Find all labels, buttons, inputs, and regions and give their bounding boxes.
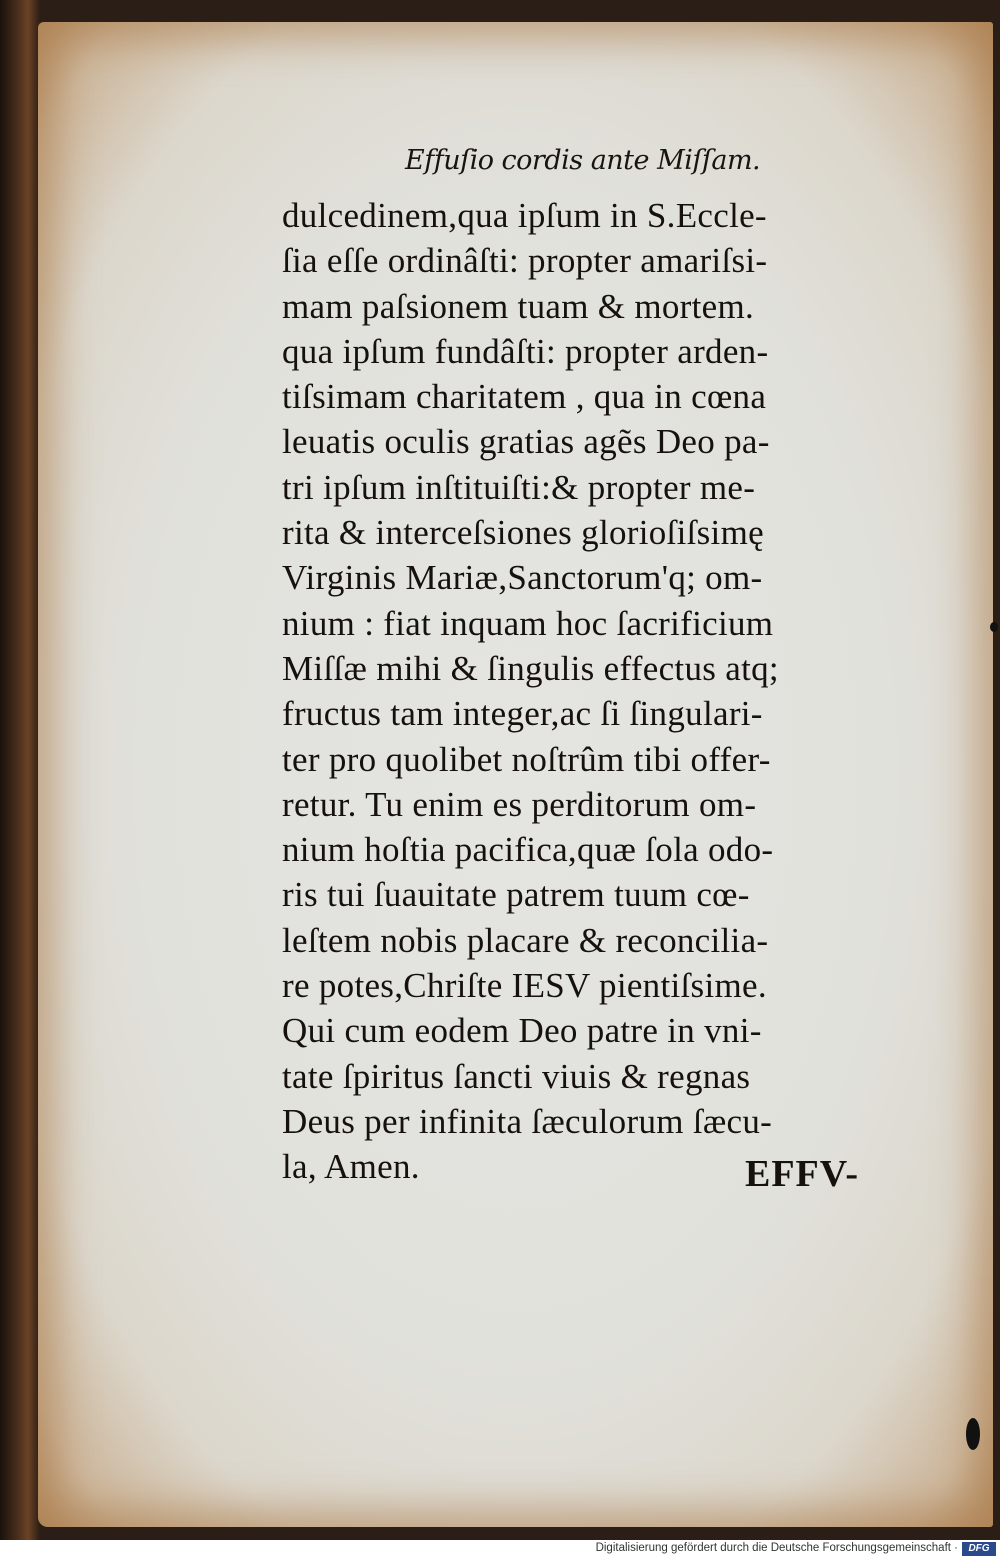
text-line: ſia eſſe ordinâſti: propter amariſsi- [282, 241, 768, 281]
text-line: nium hoſtia pacifica,quæ ſola odo- [282, 830, 774, 870]
margin-blot [990, 622, 998, 632]
text-line: rita & interceſsiones glorioſiſsimę [282, 513, 764, 553]
text-line: fructus tam integer,ac ſi ſingulari- [282, 694, 763, 734]
text-line: tiſsimam charitatem , qua in cœna [282, 377, 767, 417]
text-line: qua ipſum fundâſti: propter arden- [282, 331, 769, 371]
digitization-footer [0, 1540, 1000, 1559]
catchword: EFFV- [745, 1153, 860, 1195]
text-line: ris tui ſuauitate patrem tuum cœ- [282, 875, 750, 915]
text-line: Miſſæ mihi & ſingulis effectus atq; [282, 648, 779, 688]
running-head: Effuſio cordis ante Miſſam. [405, 145, 761, 176]
text-line: tate ſpiritus ſancti viuis & regnas [282, 1056, 751, 1096]
text-line: la, Amen. [282, 1147, 420, 1187]
text-line: leſtem nobis placare & reconcilia- [282, 920, 769, 960]
text-line: Deus per infinita ſæculorum ſæcu- [282, 1101, 773, 1141]
text-line: mam paſsionem tuam & mortem. [282, 286, 755, 326]
text-line: re potes,Chriſte IESV pientiſsime. [282, 966, 767, 1006]
text-line: nium : fiat inquam hoc ſacrificium [282, 603, 774, 643]
text-line: dulcedinem,qua ipſum in S.Eccle- [282, 196, 767, 235]
margin-blot [966, 1418, 980, 1450]
text-line: Qui cum eodem Deo patre in vni- [282, 1011, 762, 1051]
dfg-logo: DFG [962, 1542, 996, 1556]
text-line: leuatis oculis gratias agẽs Deo pa- [282, 422, 770, 462]
text-line: tri ipſum inſtituiſti:& propter me- [282, 467, 756, 507]
binding-edge [0, 0, 40, 1540]
text-line: Virginis Mariæ,Sanctorum'q; om- [282, 558, 763, 598]
body-text [282, 193, 902, 1190]
text-line: retur. Tu enim es perditorum om- [282, 784, 757, 824]
funding-credit: Digitalisierung gefördert durch die Deutsche Forschungsgemeinschaft · [595, 1542, 958, 1554]
text-line: ter pro quolibet noſtrûm tibi offer- [282, 739, 771, 779]
